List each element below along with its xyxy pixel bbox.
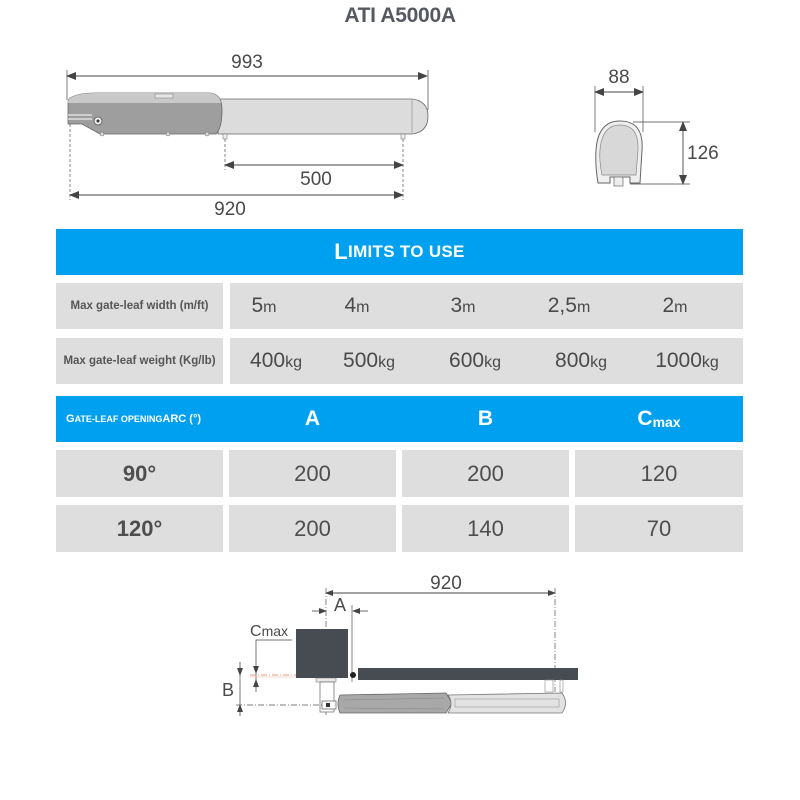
svg-text:126: 126 [687, 143, 719, 164]
limits-row-width-label: Max gate-leaf width (m/ft) [56, 283, 223, 329]
arc-table-header [56, 396, 743, 442]
actuator [322, 693, 566, 713]
arc-row-90-cmax: 120 [575, 450, 743, 497]
weight-value: 1000kg [655, 349, 719, 372]
arc-row-120-b: 140 [402, 505, 569, 552]
width-value: 2m [662, 294, 688, 317]
length-993-label: 993 [231, 52, 263, 73]
column-header-cmax: C max [637, 407, 681, 430]
weight-value: 400kg [250, 349, 302, 372]
svg-text:A: A [333, 595, 347, 615]
arc-column-header: G ATE-LEAF OPENING ARC (°) [66, 413, 202, 425]
width-value: 2,5m [547, 294, 591, 317]
arc-row-120-a: 200 [229, 505, 396, 552]
arc-row-90-b: 200 [402, 450, 569, 497]
gate-leaf [358, 668, 578, 680]
svg-text:500: 500 [300, 169, 332, 190]
arc-row-90-a: 200 [229, 450, 396, 497]
arc-row-120-label: 120° [56, 505, 223, 552]
limits-row-weight-values [230, 338, 743, 384]
product-title: ATI A5000A [344, 4, 456, 27]
limits-row-width-values [230, 283, 743, 329]
column-header-a: A [304, 407, 321, 430]
width-value: 5m [251, 294, 277, 317]
svg-text:920: 920 [214, 199, 246, 220]
arc-row-90-label: 90° [56, 450, 223, 497]
operator-cross-section [596, 121, 642, 186]
dimension-drawing [0, 0, 800, 225]
weight-value: 800kg [555, 349, 607, 372]
svg-text:Cmax: Cmax [250, 623, 289, 640]
weight-value: 500kg [343, 349, 395, 372]
weight-value: 600kg [449, 349, 501, 372]
width-value: 4m [344, 294, 370, 317]
column-header-b: B [477, 407, 494, 430]
arc-row-120-cmax: 70 [575, 505, 743, 552]
limits-row-weight-label: Max gate-leaf weight (Kg/lb) [56, 338, 223, 384]
svg-text:920: 920 [430, 573, 462, 594]
svg-text:B: B [222, 680, 235, 700]
gate-pillar [296, 629, 348, 678]
operator-side-view [68, 93, 428, 139]
svg-text:88: 88 [608, 67, 630, 88]
limits-table-header: L IMITS TO USE [56, 229, 743, 275]
width-value: 3m [450, 294, 476, 317]
